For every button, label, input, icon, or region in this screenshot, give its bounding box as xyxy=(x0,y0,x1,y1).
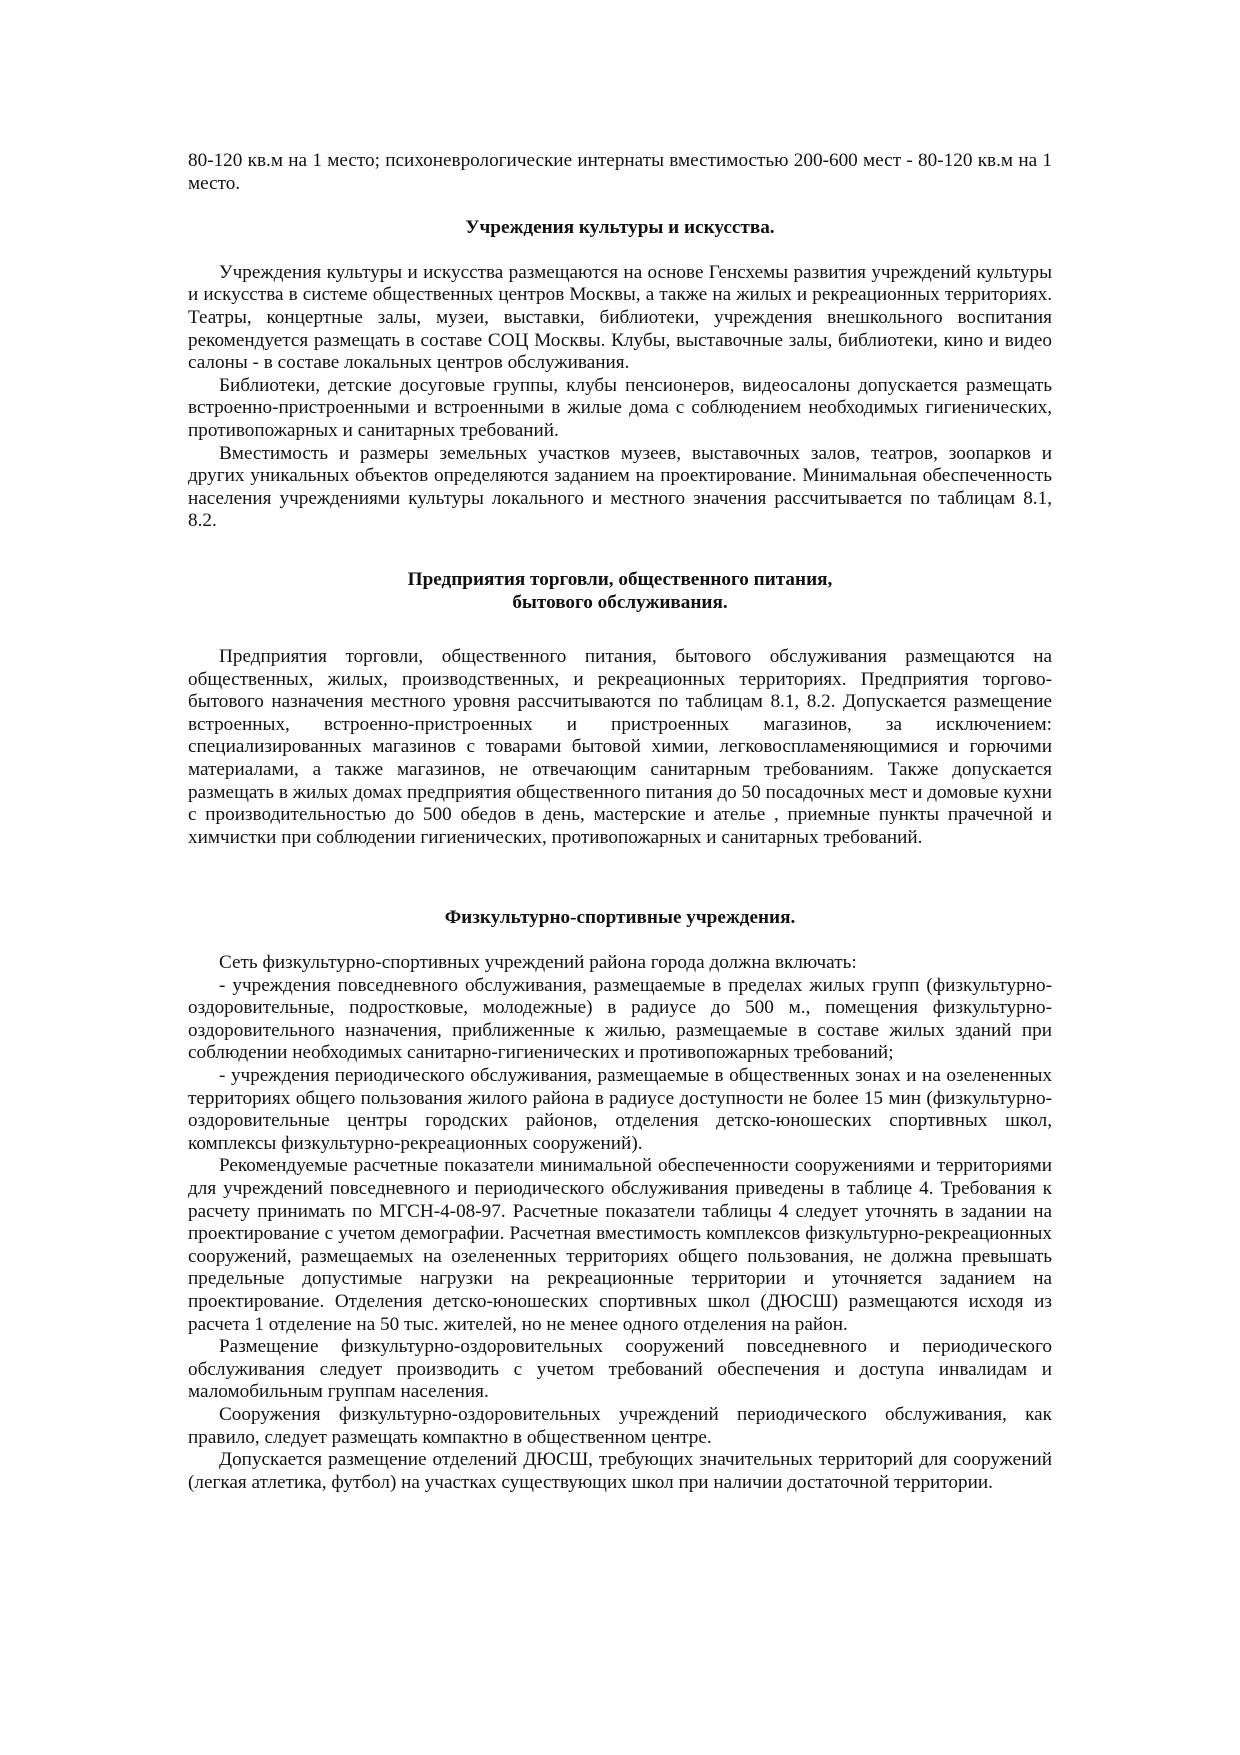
sport-paragraph-3: - учреждения периодического обслуживания, размещаемые в общественных зонах и на озелененных территориях общего пользования жилого района в радиусе доступности не более 15 мин (физкультурно-оздоровительные центры городских районов, отделения детско-юношеских спортивных школ, комплексы физкультурно-рекреационных сооружений). xyxy=(188,1065,1052,1154)
trade-heading-line-1: Предприятия торговли, общественного питания, xyxy=(407,568,833,590)
sport-paragraph-7: Допускается размещение отделений ДЮСШ, требующих значительных территорий для сооружений (легкая атлетика, футбол) на участках существующих школ при наличии достаточной территории. xyxy=(188,1449,1052,1493)
sport-paragraph-4: Рекомендуемые расчетные показатели минимальной обеспеченности сооружениями и территориями для учреждений повседневного и периодического обслуживания приведены в таблице 4. Требования к расчету принимать по МГСН-4-08-97. Расчетные показатели таблицы 4 следует уточнять в задании на проектирование с учетом демографии. Расчетная вместимость комплексов физкультурно-рекреационных сооружений, размещаемых на озелененных территориях общего пользования, не должна превышать предельные допустимые нагрузки на рекреационные территории и уточняется заданием на проектирование. Отделения детско-юношеских спортивных школ (ДЮСШ) размещаются исходя из расчета 1 отделение на 50 тыс. жителей, но не менее одного отделения на район. xyxy=(188,1155,1052,1335)
culture-heading: Учреждения культуры и искусства. xyxy=(465,217,775,239)
culture-paragraph-2: Библиотеки, детские досуговые группы, клубы пенсионеров, видеосалоны допускается размещать встроенно-пристроенными и встроенными в жилые дома с соблюдением необходимых гигиенических, противопожарных и санитарных требований. xyxy=(188,374,1052,441)
trade-heading-line-2: бытового обслуживания. xyxy=(512,591,728,613)
trade-paragraph-1: Предприятия торговли, общественного питания, бытового обслуживания размещаются на общественных, жилых, производственных, и рекреационных территориях. Предприятия торгово-бытового назначения местного уровня рассчитываются по таблицам 8.1, 8.2. Допускается размещение встроенных, встроенно-пристроенных и пристроенных магазинов, за исключением: специализированных магазинов с товарами бытовой химии, легковоспламеняющимися и горючими материалами, а также магазинов, не отвечающим санитарным требованиям. Также допускается размещать в жилых домах предприятия общественного питания до 50 посадочных мест и домовые кухни с производительностью до 500 обедов в день, мастерские и ателье , приемные пункты прачечной и химчистки при соблюдении гигиенических, противопожарных и санитарных требований. xyxy=(188,646,1052,848)
sport-heading: Физкультурно-спортивные учреждения. xyxy=(444,907,796,929)
sport-paragraph-6: Сооружения физкультурно-оздоровительных учреждений периодического обслуживания, как правило, следует размещать компактно в общественном центре. xyxy=(188,1403,1052,1448)
intro-paragraph: 80-120 кв.м на 1 место; психоневрологические интернаты вместимостью 200-600 мест - 80-120 кв.м на 1 место. xyxy=(188,150,1052,194)
document-page xyxy=(188,150,1052,1494)
sport-paragraph-2: - учреждения повседневного обслуживания, размещаемые в пределах жилых групп (физкультурно-оздоровительные, подростковые, молодежные) в радиусе до 500 м., помещения физкультурно-оздоровительного назначения, приближенные к жилью, размещаемые в составе жилых зданий при соблюдении необходимых санитарно-гигиенических и противопожарных требований; xyxy=(188,974,1052,1064)
sport-paragraph-5: Размещение физкультурно-оздоровительных сооружений повседневного и периодического обслуживания следует производить с учетом требований обеспечения и доступа инвалидам и маломобильным группам населения. xyxy=(188,1336,1052,1403)
culture-paragraph-3: Вместимость и размеры земельных участков музеев, выставочных залов, театров, зоопарков и других уникальных объектов определяются заданием на проектирование. Минимальная обеспеченность населения учреждениями культуры локального и местного значения рассчитывается по таблицам 8.1, 8.2. xyxy=(188,442,1052,532)
culture-paragraph-1: Учреждения культуры и искусства размещаются на основе Генсхемы развития учреждений культуры и искусства в системе общественных центров Москвы, а также на жилых и рекреационных территориях. Театры, концертные залы, музеи, выставки, библиотеки, учреждения внешкольного воспитания рекомендуется размещать в составе СОЦ Москвы. Клубы, выставочные залы, библиотеки, кино и видео салоны - в составе локальных центров обслуживания. xyxy=(188,261,1052,374)
trade-heading xyxy=(188,569,1052,614)
sport-paragraph-1: Сеть физкультурно-спортивных учреждений района города должна включать: xyxy=(219,952,857,974)
